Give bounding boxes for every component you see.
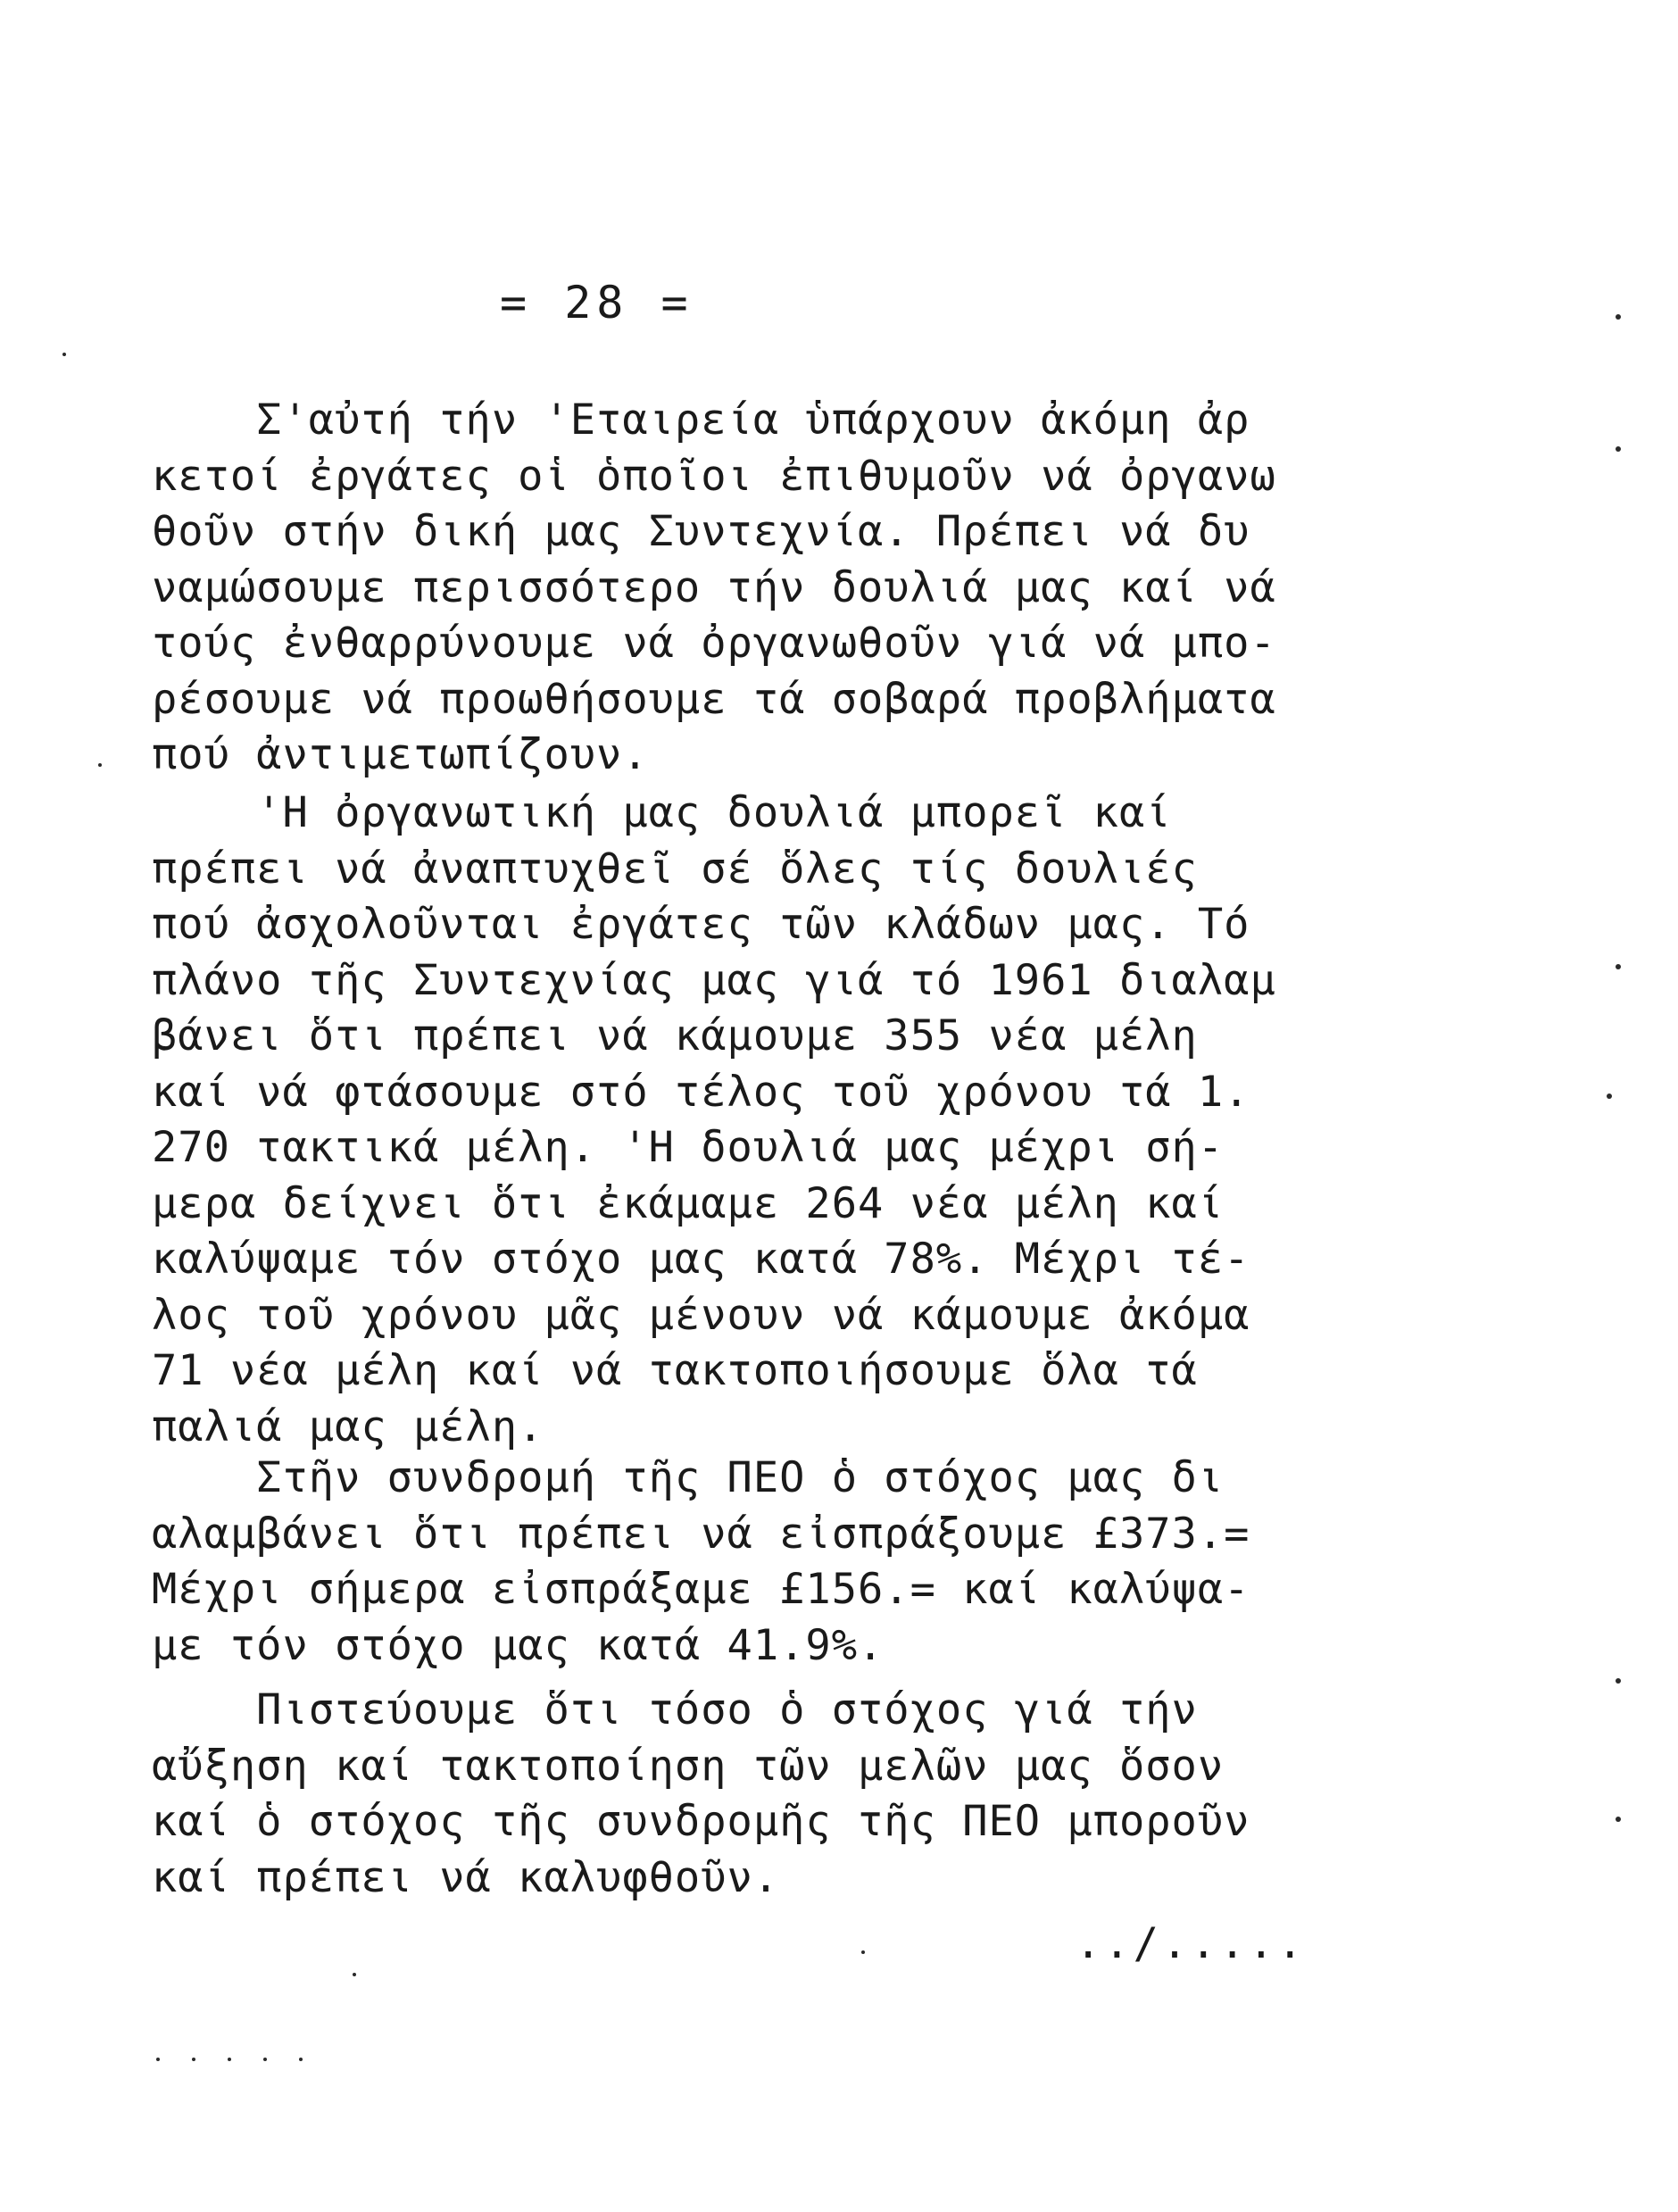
text-line: μερα δείχνει ὅτι ἐκάμαμε 264 νέα μέλη καί [152,1178,1225,1228]
continuation-marker: ../..... [1076,1919,1307,1968]
text-line: αλαμβάνει ὅτι πρέπει νά εἰσπράξουμε £373.= [152,1509,1250,1559]
text-line: βάνει ὅτι πρέπει νά κάμουμε 355 νέα μέλη [152,1011,1198,1060]
text-line: ναμώσουμε περισσότερο τήν δουλιά μας καί νά [152,562,1276,612]
text-line: καί ὁ στόχος τῆς συνδρομῆς τῆς ΠΕΟ μποροῦν [152,1797,1250,1846]
scan-speck [1616,314,1621,320]
text-line: Μέχρι σήμερα εἰσπράξαμε £156.= καί καλύψα- [152,1565,1250,1614]
text-line: Πιστεύουμε ὅτι τόσο ὁ στόχος γιά τήν [152,1685,1198,1734]
text-line: παλιά μας μέλη. [152,1401,544,1451]
scan-speck [353,1973,356,1976]
text-line: πού ἀσχολοῦνται ἐργάτες τῶν κλάδων μας. Τό [152,900,1250,949]
scan-speck [1616,1678,1621,1684]
text-line: Σ'αὐτή τήν 'Εταιρεία ὑπάρχουν ἀκόμη ἀρ [152,395,1250,445]
scan-speck [62,353,66,356]
text-line: 'Η ὀργανωτική μας δουλιά μπορεῖ καί [152,788,1172,837]
paragraph-3 [152,1451,1250,1674]
scan-speck [861,1950,865,1954]
text-line: θοῦν στήν δική μας Συντεχνία. Πρέπει νά δυ [152,507,1250,556]
page-number: = 28 = [500,277,694,328]
scan-speck [1616,1817,1621,1822]
text-line: 270 τακτικά μέλη. 'Η δουλιά μας μέχρι σή- [152,1123,1225,1172]
text-line: με τόν στόχο μας κατά 41.9%. [152,1620,885,1670]
text-line: καί πρέπει νά καλυφθοῦν. [152,1852,780,1902]
scan-speck [1616,964,1621,969]
text-line: Στῆν συνδρομή τῆς ΠΕΟ ὁ στόχος μας δι [152,1453,1225,1502]
text-line: πλάνο τῆς Συντεχνίας μας γιά τό 1961 διαλαμ [152,955,1276,1005]
paragraph-2 [152,786,1276,1455]
scan-speck [98,763,102,767]
text-line: κετοί ἐργάτες οἱ ὁποῖοι ἐπιθυμοῦν νά ὀργανω [152,451,1276,501]
text-line: πρέπει νά ἀναπτυχθεῖ σέ ὅλες τίς δουλιές [152,844,1198,894]
scan-speck [1616,446,1621,452]
text-line: τούς ἐνθαρρύνουμε νά ὀργανωθοῦν γιά νά μπο- [152,619,1276,668]
paragraph-1 [152,393,1276,784]
text-line: λος τοῦ χρόνου μᾶς μένουν νά κάμουμε ἀκόμα [152,1290,1250,1340]
text-line: ρέσουμε νά προωθήσουμε τά σοβαρά προβλήματα [152,674,1276,724]
scan-speck [263,2058,267,2061]
scan-speck [156,2058,160,2061]
scan-speck [299,2058,303,2061]
scan-speck [1607,1094,1612,1099]
scan-speck [228,2058,231,2061]
paragraph-4 [152,1683,1250,1906]
scan-speck [192,2058,195,2061]
text-line: πού ἀντιμετωπίζουν. [152,730,649,779]
text-line: αὔξηση καί τακτοποίηση τῶν μελῶν μας ὅσον [152,1741,1225,1791]
text-line: καλύψαμε τόν στόχο μας κατά 78%. Μέχρι τέ- [152,1235,1250,1284]
text-line: καί νά φτάσουμε στό τέλος τοῦ χρόνου τά 1. [152,1067,1250,1117]
text-line: 71 νέα μέλη καί νά τακτοποιήσουμε ὅλα τά [152,1346,1198,1395]
